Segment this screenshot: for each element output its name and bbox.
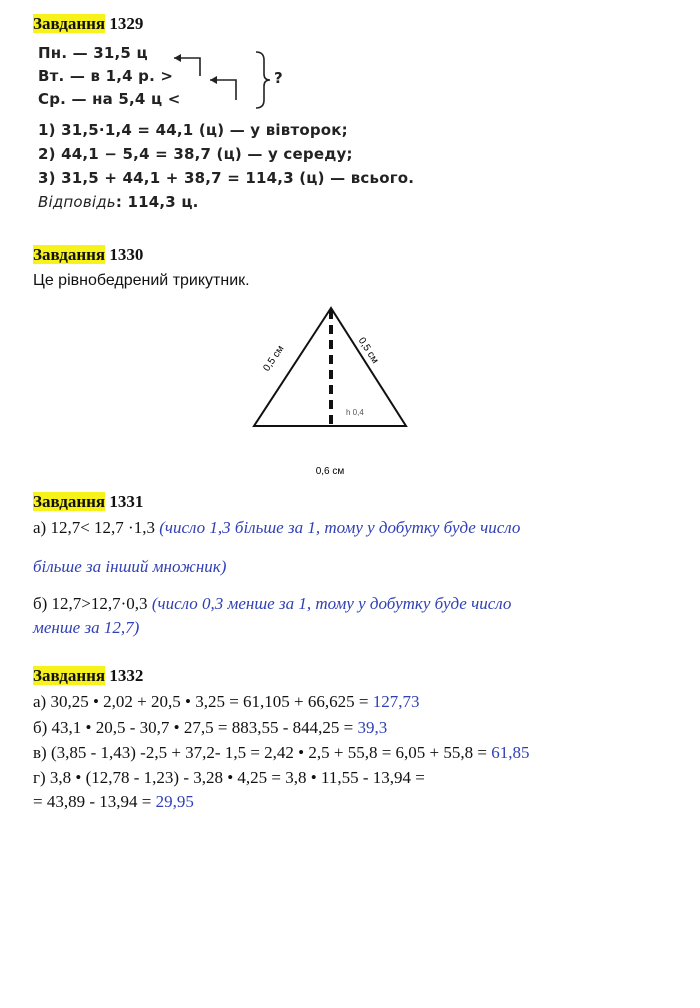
task-1330-heading — [33, 245, 143, 265]
item-b-expression: б) 12,7>12,7·0,3 — [33, 594, 148, 613]
calc-a-result: 127,73 — [372, 692, 420, 711]
item-a-explanation-cont: більше за інший множник) — [33, 557, 227, 576]
calc-b — [33, 718, 387, 738]
calc-d-result: 29,95 — [155, 792, 194, 811]
task-1331-heading — [33, 492, 143, 512]
calc-d-line-2 — [33, 792, 194, 812]
answer-value: : 114,3 ц. — [115, 193, 199, 211]
step-1: 1) 31,5·1,4 = 44,1 (ц) — у вівторок; — [38, 121, 348, 139]
task-number: 1330 — [109, 245, 144, 264]
task-label: Завдання — [33, 245, 106, 264]
task-label: Завдання — [33, 14, 106, 33]
item-a-explanation: (число 1,3 більше за 1, тому у добутку буде число — [159, 518, 521, 537]
calc-c-result: 61,85 — [491, 743, 530, 762]
triangle-description: Це рівнобедрений трикутник. — [33, 272, 250, 289]
task-label: Завдання — [33, 666, 106, 685]
item-b-explanation: (число 0,3 менше за 1, тому у добутку буде число — [151, 594, 512, 613]
task-1329-heading — [33, 14, 143, 34]
answer-label: Відповідь — [38, 193, 116, 211]
left-side-label: 0,5 см — [261, 343, 287, 374]
calc-c-expression: в) (3,85 - 1,43) -2,5 + 37,2- 1,5 = 2,42 • 2,5 + 55,8 = 6,05 + 55,8 = — [33, 743, 487, 762]
task-number: 1332 — [109, 666, 144, 685]
item-b-line — [33, 594, 511, 614]
calc-a — [33, 692, 419, 712]
height-label: h 0,4 — [346, 408, 364, 417]
task-1332-heading — [33, 666, 143, 686]
item-b-explanation-cont: менше за 12,7) — [33, 618, 140, 637]
tuesday-row: Вт. — в 1,4 р. > — [38, 67, 174, 85]
isosceles-triangle-diagram — [240, 300, 430, 485]
calc-d-line-1: г) 3,8 • (12,78 - 1,23) - 3,28 • 4,25 = 3,8 • 11,55 - 13,94 = — [33, 768, 425, 787]
task-number: 1331 — [109, 492, 144, 511]
right-side-label: 0,5 см — [355, 335, 381, 366]
calc-c — [33, 743, 529, 763]
monday-row: Пн. — 31,5 ц — [38, 44, 148, 62]
answer-line — [38, 193, 199, 211]
calc-d-expression: = 43,89 - 13,94 = — [33, 792, 152, 811]
item-a-line — [33, 518, 520, 538]
question-mark: ? — [274, 69, 283, 87]
step-3: 3) 31,5 + 44,1 + 38,7 = 114,3 (ц) — всього. — [38, 169, 415, 187]
wednesday-row: Ср. — на 5,4 ц < — [38, 90, 181, 108]
item-a-expression: а) 12,7< 12,7 ·1,3 — [33, 518, 155, 537]
step-2: 2) 44,1 − 5,4 = 38,7 (ц) — у середу; — [38, 145, 353, 163]
base-label: 0,6 см — [315, 466, 345, 477]
calc-b-result: 39,3 — [357, 718, 388, 737]
calc-a-expression: а) 30,25 • 2,02 + 20,5 • 3,25 = 61,105 + 66,625 = — [33, 692, 369, 711]
task-label: Завдання — [33, 492, 106, 511]
task-number: 1329 — [109, 14, 144, 33]
calc-b-expression: б) 43,1 • 20,5 - 30,7 • 27,5 = 883,55 - 844,25 = — [33, 718, 354, 737]
